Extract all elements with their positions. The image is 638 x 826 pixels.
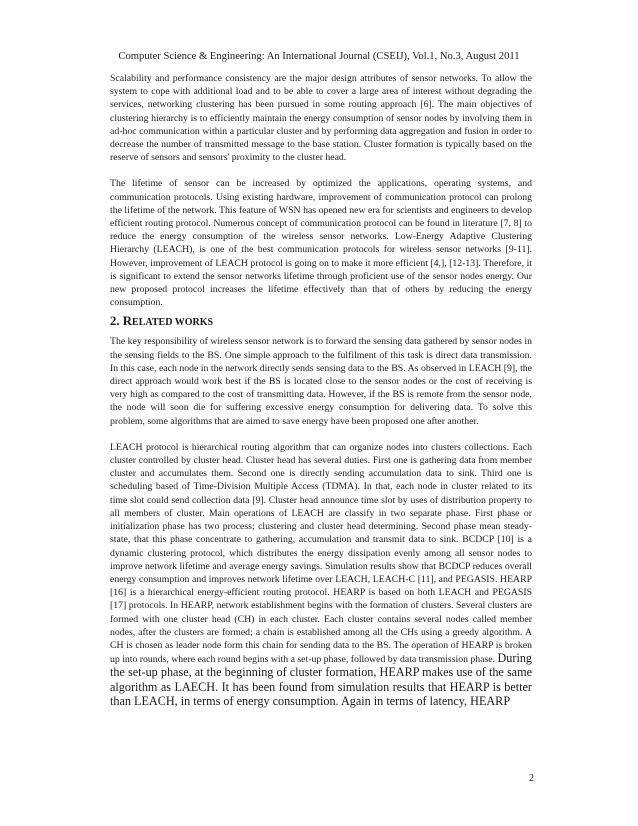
section-number: 2.: [110, 314, 123, 329]
section-title-initial: R: [122, 314, 133, 329]
paragraph-related-works: The key responsibility of wireless sensor network is to forward the sensing data gathered by sensor nodes in the sensing fields to the BS. One simple approach to the fulfilment of this task is direct data transmission. In this case, each node in the network directly sends sensing data to the BS. As observed in LEACH [9], the direct approach would work best if the BS is located close to the sensor nodes or the cost of receiving is very high as compared to the cost of transmitting data. However, if the BS is remote from the sensor node, the node will soon die for suffering excessive energy consumption for delivering data. To solve this problem, some algorithms that are aimed to save energy have been proposed one after another.: [110, 336, 532, 427]
page-number: 2: [529, 773, 534, 784]
section-title-rest: ELATED WORKS: [132, 317, 214, 329]
paragraph-lifetime: The lifetime of sensor can be increased by optimized the applications, operating systems, and communication protocols. Using existing hardware, improvement of communication protocol can prolong the lifetime of the network. This feature of WSN has opened new era for scientists and engineers to develop efficient routing protocol. Numerous concept of communication protocol can be found in literature [7, 8] to reduce the energy consumption of the wireless sensor networks. Low-Energy Adaptive Clustering Hierarchy (LEACH), is one of the best communication protocols for wireless sensor networks [9-11]. However, improvement of LEACH protocol is going on to make it more efficient [4,], [12-13]. Therefore, it is significant to extend the sensor networks lifetime through proficient use of the sensor nodes energy. Our new proposed protocol increases the lifetime effectively than that of others by reducing the energy consumption.: [110, 178, 532, 309]
paragraph-leach-continuation: During the set-up phase, at the beginning of cluster formation, HEARP makes use of the same algorithm as LAECH. It has been found from simulation results that HEARP is better than LEACH, in terms of energy consumption. Again in terms of latency, HEARP: [110, 651, 533, 708]
journal-header: Computer Science & Engineering: An International Journal (CSEIJ), Vol.1, No.3, August 2011: [118, 51, 520, 62]
paragraph-leach: [110, 441, 532, 709]
page-content: [110, 72, 532, 709]
paragraph-leach-text: LEACH protocol is hierarchical routing algorithm that can organize nodes into clusters collections. Each cluster controlled by cluster head. Cluster head has several duties. First one is gathering data from member cluster and accumulates them. Second one is directly sending accumulation data to sink. Third one is scheduling based of Time-Division Multiple Access (TDMA). In that, each node in cluster related to its time slot could send collection data [9]. Cluster head announce time slot by uses of distribution property to all members of cluster. Main operations of LEACH are classify in two separate phase. First phase or initialization phase has two process; clustering and cluster head determining. Second phase mean steady-state, that this phase concentrate to gathering, accumulation and transmit data to sink. BCDCP [10] is a dynamic clustering protocol, which distributes the energy dissipation evenly among all sensor nodes to improve network lifetime and average energy savings. Simulation results show that BCDCP reduces overall energy consumption and improves network lifetime over LEACH, LEACH-C [11], and PEGASIS. HEARP [16] is a hierarchical energy-efficient routing protocol. HEARP is based on both LEACH and PEGASIS [17] protocols. In HEARP, network establishment begins with the formation of clusters. Several clusters are formed with one cluster head (CH) in each cluster. Each cluster contains several nodes called member nodes, after the clusters are formed; a chain is established among all the CHs using a greedy algorithm. A CH is chosen as leader node form this chain for sending data to the BS. The operation of HEARP is broken up into rounds, where each round begins with a set-up phase, followed by data transmission phase.: [110, 441, 532, 666]
paragraph-clustering: Scalability and performance consistency are the major design attributes of sensor networks. To allow the system to cope with additional load and to be able to cover a large area of interest without degrading the services, networking clustering has been pursued in some routing approach [6]. The main objectives of clustering hierarchy is to efficiently maintain the energy consumption of sensor nodes by involving them in ad-hoc communication within a particular cluster and by performing data aggregation and fusion in order to decrease the number of transmitted message to the base station. Cluster formation is typically based on the reserve of sensors and sensors' proximity to the cluster head.: [110, 73, 532, 164]
section-heading: [110, 313, 532, 331]
